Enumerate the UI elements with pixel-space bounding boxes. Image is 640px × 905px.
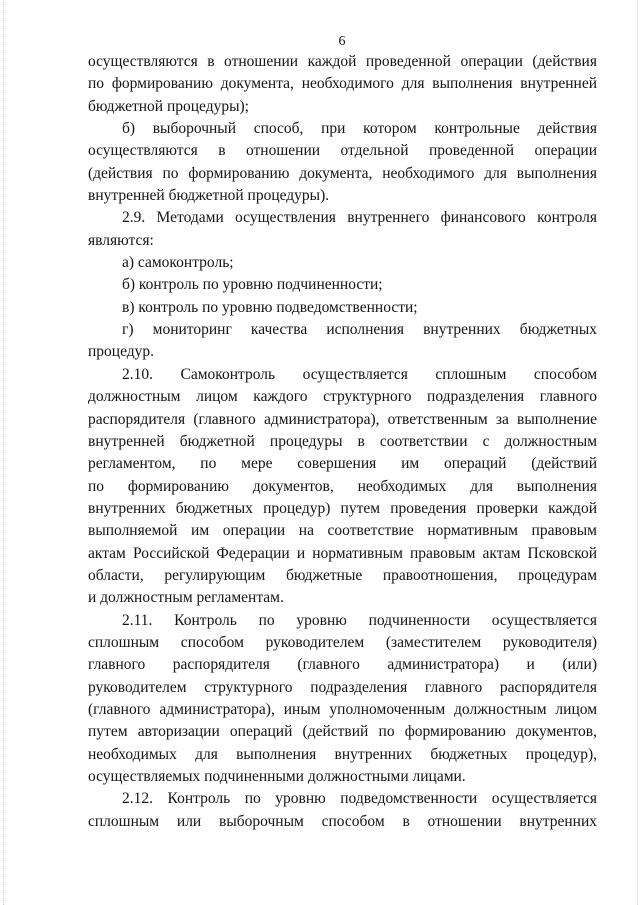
paragraph-line: распорядителя (главного администратора), ответственным за выполнение bbox=[88, 410, 597, 428]
paragraph-line: (действия по формированию документа, необходимого для выполнения bbox=[88, 164, 597, 182]
paragraph-2-11 bbox=[88, 610, 597, 789]
paragraph-line: б) контроль по уровню подчиненности; bbox=[122, 276, 383, 294]
paragraph-line: осуществляются в отношении отдельной проведенной операции bbox=[88, 142, 597, 160]
paragraph-2-10 bbox=[88, 364, 597, 610]
paragraph-line: внутренних бюджетных процедур) путем проведения проверки каждой bbox=[88, 499, 597, 517]
paragraph-line: должностным лицом каждого структурного подразделения главного bbox=[88, 388, 597, 406]
paragraph-line: по формированию документов, необходимых для выполнения bbox=[88, 477, 597, 495]
paragraph-line: в) контроль по уровню подведомственности; bbox=[122, 298, 418, 316]
page-number: 6 bbox=[338, 34, 346, 49]
paragraph-line: осуществляемых подчиненными должностными лицами. bbox=[88, 768, 466, 785]
list-item-g bbox=[88, 319, 597, 364]
paragraph-line: (главного администратора), иным уполномоченным должностным лицом bbox=[88, 700, 597, 718]
list-item-a bbox=[88, 252, 597, 274]
paragraph-line: бюджетной процедуры); bbox=[88, 97, 249, 115]
scan-edge-right bbox=[637, 0, 638, 905]
list-item-v bbox=[88, 297, 597, 319]
paragraph-line: руководителем структурного подразделения главного распорядителя bbox=[88, 678, 597, 696]
paragraph-line: актам Российской Федерации и нормативным правовым актам Псковской bbox=[88, 544, 597, 562]
document-body bbox=[88, 51, 597, 833]
paragraph-line: 2.12. Контроль по уровню подведомственности осуществляется bbox=[122, 790, 597, 808]
paragraph-line: внутренней бюджетной процедуры в соответствии с должностным bbox=[88, 432, 597, 450]
paragraph-line: внутренней бюджетной процедуры). bbox=[88, 187, 330, 205]
paragraph-continuation bbox=[88, 51, 597, 118]
paragraph-line: 2.11. Контроль по уровню подчиненности осуществляется bbox=[122, 611, 597, 629]
list-item-b bbox=[88, 274, 597, 296]
paragraph-line: области, регулирующим бюджетные правоотношения, процедурам bbox=[88, 566, 597, 584]
paragraph-line: 2.9. Методами осуществления внутреннего финансового контроля bbox=[122, 209, 597, 227]
paragraph-line: осуществляются в отношении каждой проведенной операции (действия bbox=[88, 53, 597, 70]
paragraph-line: г) мониторинг качества исполнения внутренних бюджетных bbox=[122, 321, 597, 339]
paragraph-2-9 bbox=[88, 207, 597, 252]
paragraph-line: процедур. bbox=[88, 343, 155, 361]
paragraph-line: необходимых для выполнения внутренних бюджетных процедур), bbox=[88, 745, 597, 763]
paragraph-line: сплошным или выборочным способом в отношении внутренних bbox=[88, 812, 597, 830]
paragraph-line: регламентом, по мере совершения им операций (действий bbox=[88, 455, 597, 473]
paragraph-line: главного распорядителя (главного администратора) и (или) bbox=[88, 656, 597, 674]
paragraph-line: сплошным способом руководителем (заместителем руководителя) bbox=[88, 633, 597, 651]
scan-edge-left bbox=[3, 0, 4, 905]
paragraph-selective-method bbox=[88, 118, 597, 207]
paragraph-line: б) выборочный способ, при котором контрольные действия bbox=[122, 120, 597, 138]
paragraph-line: 2.10. Самоконтроль осуществляется сплошным способом bbox=[122, 365, 597, 383]
paragraph-line: а) самоконтроль; bbox=[122, 254, 234, 272]
paragraph-line: выполняемой им операции на соответствие нормативным правовым bbox=[88, 522, 597, 540]
paragraph-line: путем авторизации операций (действий по формированию документов, bbox=[88, 723, 597, 741]
paragraph-2-12 bbox=[88, 788, 597, 833]
paragraph-line: по формированию документа, необходимого для выполнения внутренней bbox=[88, 75, 597, 93]
paragraph-line: и должностным регламентам. bbox=[88, 589, 284, 607]
paragraph-line: являются: bbox=[88, 231, 154, 249]
